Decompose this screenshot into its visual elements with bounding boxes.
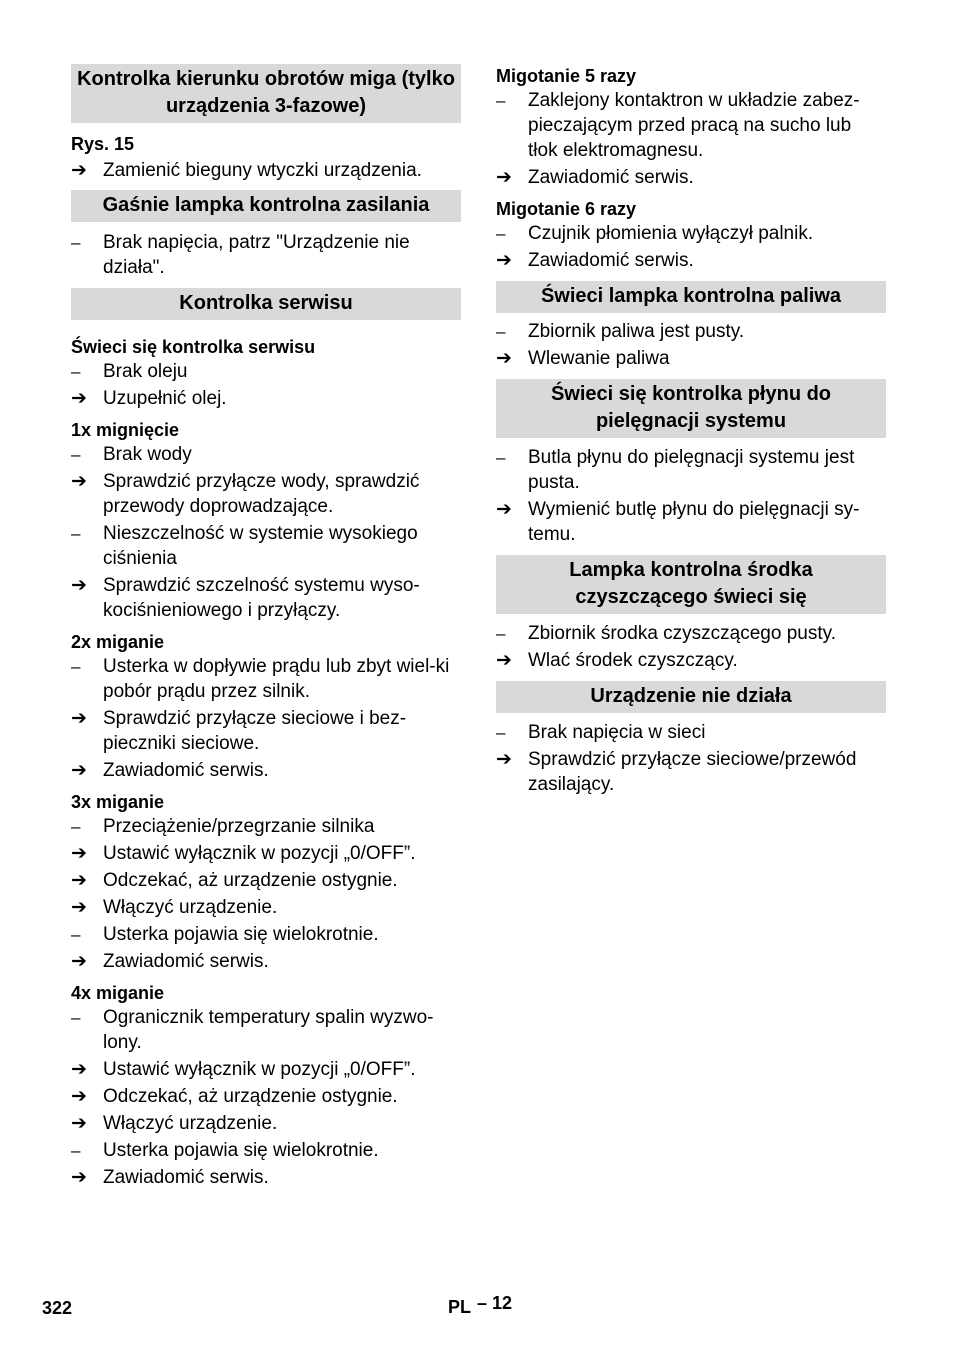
dash-icon: – xyxy=(496,91,506,110)
list-item: ➔ Zawiadomić serwis. xyxy=(496,250,694,271)
list-item: – Brak oleju xyxy=(71,361,188,382)
subheading: Migotanie 5 razy xyxy=(496,66,637,86)
subheading: 3x miganie xyxy=(71,792,165,812)
heading-system-care-lamp: Świeci się kontrolka płynu do pielęgnacji systemu xyxy=(496,379,886,438)
dash-icon: – xyxy=(71,1008,81,1027)
arrow-icon: ➔ xyxy=(71,870,87,891)
heading-device-not-working: Urządzenie nie działa xyxy=(496,681,886,713)
list-item: – Butla płynu do pielęgnacji systemu jest pusta. xyxy=(496,447,855,493)
right-column xyxy=(496,64,886,797)
arrow-icon: ➔ xyxy=(496,348,512,369)
list-item: – Usterka w dopływie prądu lub zbyt wiel-ki pobór prądu przez silnik. xyxy=(71,656,450,702)
dash-icon: – xyxy=(496,723,506,742)
dash-icon: – xyxy=(496,624,506,643)
list-item: ➔ Uzupełnić olej. xyxy=(71,388,227,409)
list-item: – Ogranicznik temperatury spalin wyzwo-lony. xyxy=(71,1007,434,1053)
arrow-icon: ➔ xyxy=(496,499,512,520)
arrow-icon: ➔ xyxy=(496,749,512,770)
list-item: ➔ Zamienić bieguny wtyczki urządzenia. xyxy=(71,160,422,181)
list-item: ➔ Wymienić butlę płynu do pielęgnacji sy-temu. xyxy=(496,499,860,545)
arrow-icon: ➔ xyxy=(71,897,87,918)
list-item: ➔ Włączyć urządzenie. xyxy=(71,1113,278,1134)
list-item: ➔ Wlewanie paliwa xyxy=(496,348,670,369)
list-item: ➔ Wlać środek czyszczący. xyxy=(496,650,738,671)
arrow-icon: ➔ xyxy=(71,1113,87,1134)
list-item: ➔ Ustawić wyłącznik w pozycji „0/OFF”. xyxy=(71,1059,416,1080)
list-item: – Zbiornik środka czyszczącego pusty. xyxy=(496,623,836,644)
arrow-icon: ➔ xyxy=(71,160,87,181)
dash-icon: – xyxy=(71,925,81,944)
section-page-number: – 12 xyxy=(477,1293,513,1313)
dash-icon: – xyxy=(496,224,506,243)
arrow-icon: ➔ xyxy=(71,843,87,864)
arrow-icon: ➔ xyxy=(71,1059,87,1080)
arrow-icon: ➔ xyxy=(496,250,512,271)
subheading: Migotanie 6 razy xyxy=(496,199,637,219)
arrow-icon: ➔ xyxy=(71,951,87,972)
list-item: – Czujnik płomienia wyłączył palnik. xyxy=(496,223,814,244)
subheading: 1x mignięcie xyxy=(71,420,180,440)
arrow-icon: ➔ xyxy=(71,471,87,492)
dash-icon: – xyxy=(71,233,81,252)
footer-language xyxy=(448,1293,513,1318)
list-item: ➔ Zawiadomić serwis. xyxy=(71,951,269,972)
arrow-icon: ➔ xyxy=(71,388,87,409)
subheading: 2x miganie xyxy=(71,632,165,652)
heading-detergent-lamp: Lampka kontrolna środka czyszczącego świeci się xyxy=(496,555,886,614)
arrow-icon: ➔ xyxy=(496,650,512,671)
arrow-icon: ➔ xyxy=(71,1167,87,1188)
language-code: PL xyxy=(448,1297,472,1317)
list-item: ➔ Zawiadomić serwis. xyxy=(496,167,694,188)
heading-fuel-lamp: Świeci lampka kontrolna paliwa xyxy=(496,281,886,313)
list-item: – Nieszczelność w systemie wysokiego ciśnienia xyxy=(71,523,418,569)
list-item: – Brak wody xyxy=(71,444,192,465)
dash-icon: – xyxy=(496,322,506,341)
list-item: ➔ Odczekać, aż urządzenie ostygnie. xyxy=(71,870,398,891)
heading-power-lamp: Gaśnie lampka kontrolna zasilania xyxy=(71,190,461,222)
dash-icon: – xyxy=(71,657,81,676)
dash-icon: – xyxy=(71,445,81,464)
arrow-icon: ➔ xyxy=(71,708,87,729)
figure-ref: Rys. 15 xyxy=(71,134,135,154)
dash-icon: – xyxy=(71,362,81,381)
list-item: ➔ Zawiadomić serwis. xyxy=(71,1167,269,1188)
arrow-icon: ➔ xyxy=(71,760,87,781)
heading-service-indicator: Kontrolka serwisu xyxy=(71,288,461,320)
arrow-icon: ➔ xyxy=(496,167,512,188)
arrow-icon: ➔ xyxy=(71,1086,87,1107)
dash-icon: – xyxy=(71,817,81,836)
arrow-icon: ➔ xyxy=(71,575,87,596)
list-item: – Usterka pojawia się wielokrotnie. xyxy=(71,1140,379,1161)
list-item: – Brak napięcia, patrz "Urządzenie nie działa". xyxy=(71,232,410,278)
list-item: – Przeciążenie/przegrzanie silnika xyxy=(71,816,375,837)
list-item: ➔ Zawiadomić serwis. xyxy=(71,760,269,781)
dash-icon: – xyxy=(71,524,81,543)
dash-icon: – xyxy=(71,1141,81,1160)
list-item: ➔ Sprawdzić przyłącze wody, sprawdzić przewody doprowadzające. xyxy=(71,471,420,517)
list-item: ➔ Odczekać, aż urządzenie ostygnie. xyxy=(71,1086,398,1107)
list-item: – Zbiornik paliwa jest pusty. xyxy=(496,321,745,342)
list-item: ➔ Sprawdzić przyłącze sieciowe/przewód zasilający. xyxy=(496,749,857,795)
list-item: ➔ Ustawić wyłącznik w pozycji „0/OFF”. xyxy=(71,843,416,864)
list-item: – Usterka pojawia się wielokrotnie. xyxy=(71,924,379,945)
list-item: – Brak napięcia w sieci xyxy=(496,722,706,743)
list-item: ➔ Sprawdzić szczelność systemu wyso-kociśnieniowego i przyłączy. xyxy=(71,575,420,621)
list-item: – Zaklejony kontaktron w układzie zabez-pieczającym przed pracą na sucho lub tłok elektromagnesu. xyxy=(496,90,860,161)
subheading: Świeci się kontrolka serwisu xyxy=(71,337,316,357)
page-number: 322 xyxy=(42,1298,73,1318)
dash-icon: – xyxy=(496,448,506,467)
list-item: ➔ Sprawdzić przyłącze sieciowe i bez-pieczniki sieciowe. xyxy=(71,708,407,754)
list-item: ➔ Włączyć urządzenie. xyxy=(71,897,278,918)
subheading: 4x miganie xyxy=(71,983,165,1003)
left-column xyxy=(71,64,461,1190)
heading-rotation-indicator: Kontrolka kierunku obrotów miga (tylko urządzenia 3-fazowe) xyxy=(71,64,461,123)
